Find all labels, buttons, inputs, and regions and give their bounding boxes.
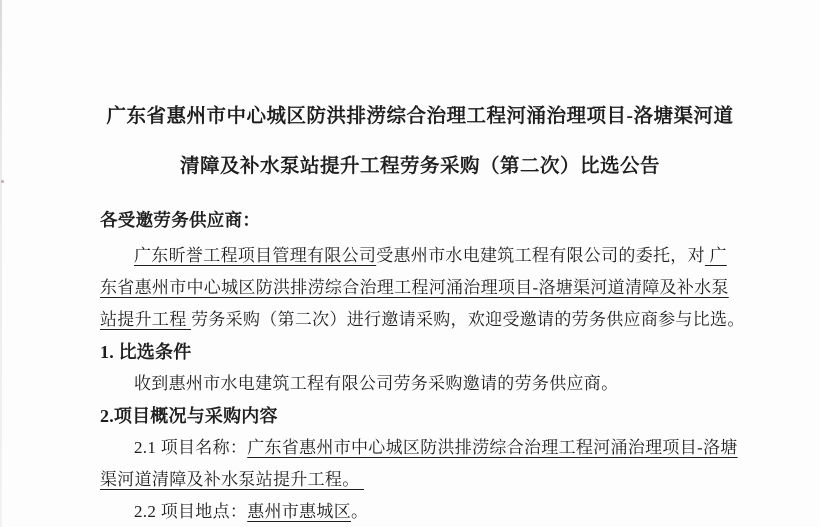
item-2-2-location: 惠州市惠城区	[247, 502, 352, 521]
item-2-2-period: 。	[351, 502, 369, 521]
scan-edge-artifact	[0, 0, 2, 527]
item-2-2-label: 2.2 项目地点：	[134, 502, 248, 521]
intro-closing-text: 劳务采购（第二次）进行邀请采购，欢迎受邀请的劳务供应商参与比选。	[191, 310, 745, 329]
intro-paragraph-line-3	[100, 304, 745, 336]
section-1-body: 收到惠州市水电建筑工程有限公司劳务采购邀请的劳务供应商。	[134, 374, 619, 393]
item-2-1-line-2	[100, 464, 740, 496]
project-name-underline-start: 广	[704, 246, 727, 265]
intro-paragraph-line-1	[100, 240, 740, 272]
section-2-heading: 2.项目概况与采购内容	[100, 406, 278, 426]
item-2-1-project-name-start: 广东省惠州市中心城区防洪排涝综合治理工程河涌治理项目-洛塘	[247, 438, 738, 457]
document-title	[100, 92, 740, 192]
document-content	[100, 0, 745, 527]
item-2-1-project-name-end: 渠河道清障及补水泵站提升工程。	[100, 470, 365, 489]
intro-middle-text: 受惠州市水电建筑工程有限公司的委托，对	[376, 246, 705, 265]
title-line-1: 广东省惠州市中心城区防洪排涝综合治理工程河涌治理项目-洛塘渠河道	[106, 106, 734, 127]
item-2-1-label: 2.1 项目名称：	[134, 438, 248, 457]
salutation: 各受邀劳务供应商：	[100, 210, 261, 230]
document-body	[100, 204, 745, 527]
intro-paragraph-line-2	[100, 272, 740, 304]
item-2-1-line-1	[100, 432, 740, 464]
project-name-underline-middle: 东省惠州市中心城区防洪排涝综合治理工程河涌治理项目-洛塘渠河道清障及补水泵	[100, 278, 729, 297]
title-line-2: 清障及补水泵站提升工程劳务采购（第二次）比选公告	[179, 156, 660, 177]
project-name-underline-end: 站提升工程	[100, 310, 192, 329]
section-1-heading: 1. 比选条件	[100, 342, 192, 362]
agent-company-name: 广东昕誉工程项目管理有限公司	[134, 246, 377, 265]
item-2-2-line	[100, 496, 740, 527]
scan-speck-artifact	[1, 180, 4, 183]
